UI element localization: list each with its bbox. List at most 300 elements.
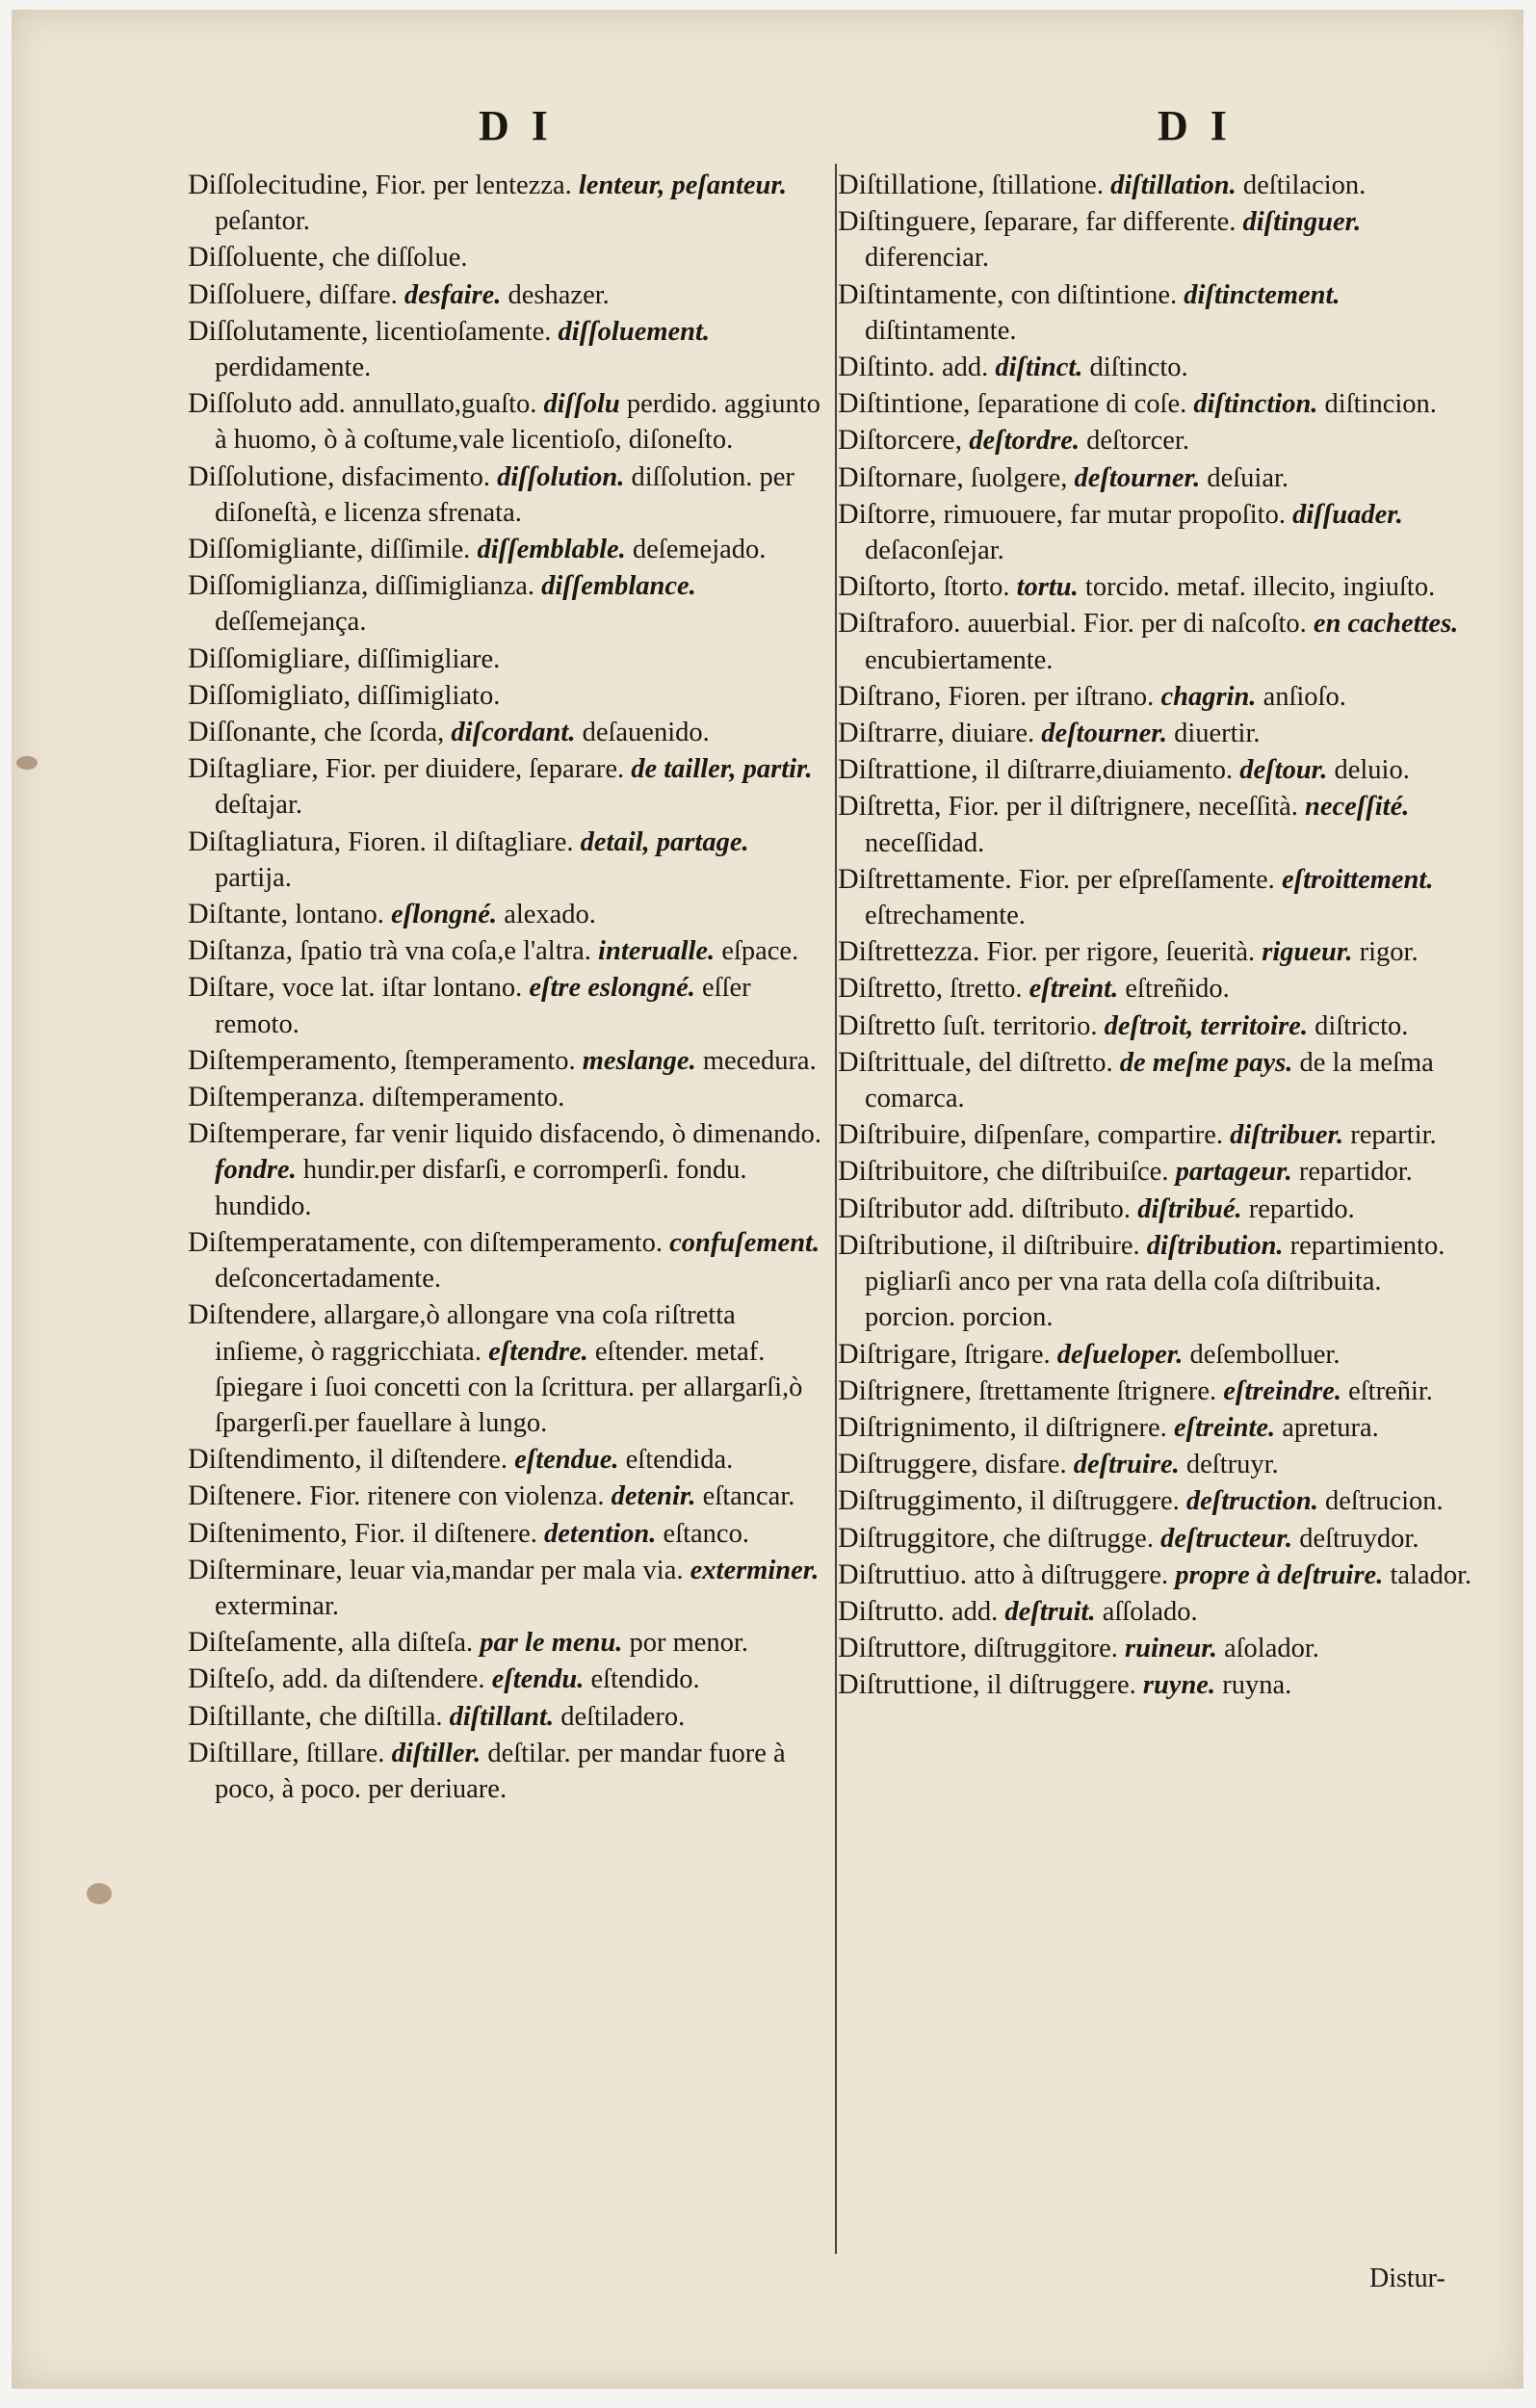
french-gloss: diſtiller. bbox=[391, 1738, 482, 1768]
headword: Diſtrignimento, bbox=[838, 1410, 1017, 1443]
french-gloss: diſtinguer. bbox=[1242, 207, 1362, 238]
dictionary-entry bbox=[188, 824, 828, 896]
french-gloss: eſtreinte. bbox=[1173, 1412, 1276, 1443]
spanish-gloss: eſtreñido. bbox=[1125, 974, 1230, 1005]
dictionary-entry bbox=[838, 496, 1475, 568]
french-gloss: deſtruire. bbox=[1073, 1450, 1180, 1480]
french-gloss: deſtruit. bbox=[1004, 1596, 1096, 1627]
headword: Diſſoluente, bbox=[188, 241, 325, 274]
dictionary-entry bbox=[188, 276, 828, 313]
headword: Diſtendimento, bbox=[188, 1443, 362, 1476]
italian-gloss: ſtrettamente ſtrignere. bbox=[978, 1375, 1217, 1406]
italian-gloss: diſſimiglianza. bbox=[375, 571, 535, 602]
spanish-gloss: hundir.per disfarſi, e corromperſi. fondu. hundido. bbox=[215, 1155, 747, 1221]
dictionary-entry bbox=[838, 1373, 1475, 1409]
dictionary-entry bbox=[838, 1336, 1475, 1373]
dictionary-entry bbox=[188, 531, 828, 567]
right-column bbox=[838, 167, 1475, 1704]
french-gloss: lenteur, peſanteur. bbox=[578, 170, 788, 200]
dictionary-entry bbox=[188, 896, 828, 932]
dictionary-entry bbox=[188, 1296, 828, 1441]
dictionary-entry bbox=[188, 1624, 828, 1661]
french-gloss: ruineur. bbox=[1125, 1634, 1217, 1664]
dictionary-entry bbox=[188, 458, 828, 531]
dictionary-entry bbox=[838, 751, 1475, 788]
spanish-gloss: talador. bbox=[1390, 1559, 1472, 1590]
headword: Diſtrignere, bbox=[838, 1374, 973, 1406]
french-gloss: deſtructeur. bbox=[1160, 1523, 1293, 1554]
dictionary-entry bbox=[838, 678, 1475, 715]
italian-gloss: Fioren. per iſtrano. bbox=[948, 681, 1155, 712]
french-gloss: meslange. bbox=[582, 1045, 696, 1076]
headword: Diſtemperare, bbox=[188, 1117, 348, 1150]
italian-gloss: add. da diſtendere. bbox=[281, 1664, 485, 1695]
italian-gloss: Fior. per rigore, ſeuerità. bbox=[986, 937, 1256, 968]
headword: Diſtrettamente. bbox=[838, 862, 1012, 895]
italian-gloss: leuar via,mandar per mala via. bbox=[349, 1555, 684, 1585]
dictionary-entry bbox=[838, 1153, 1475, 1190]
dictionary-entry bbox=[838, 459, 1475, 496]
dictionary-entry bbox=[188, 167, 828, 239]
french-gloss: detail, partage. bbox=[580, 826, 749, 857]
spanish-gloss: diſtincion. bbox=[1324, 389, 1437, 420]
headword: Diſtillante, bbox=[188, 1699, 313, 1732]
spanish-gloss: deſembolluer. bbox=[1189, 1339, 1341, 1370]
dictionary-entry bbox=[838, 1116, 1475, 1153]
italian-gloss: Fior. per lentezza. bbox=[375, 170, 572, 200]
spanish-gloss: diferenciar. bbox=[865, 243, 989, 274]
french-gloss: deſtordre. bbox=[969, 426, 1080, 457]
italian-gloss: che diſſolue. bbox=[331, 243, 468, 274]
spanish-gloss: eſtreñir. bbox=[1348, 1375, 1433, 1406]
spanish-gloss: repartimiento. pigliarſi anco per vna rata della coſa diſtribuita. porcion. porcion. bbox=[865, 1230, 1445, 1333]
headword: Diſtruggitore, bbox=[838, 1521, 997, 1554]
ink-stain bbox=[87, 1883, 112, 1904]
spanish-gloss: rigor. bbox=[1359, 937, 1419, 968]
dictionary-entry bbox=[188, 641, 828, 677]
spanish-gloss: diuertir. bbox=[1174, 719, 1261, 749]
spanish-gloss: ruyna. bbox=[1222, 1670, 1292, 1701]
spanish-gloss: diſtintamente. bbox=[865, 315, 1017, 346]
headword: Diſtorto, bbox=[838, 570, 937, 603]
italian-gloss: auuerbial. Fior. per di naſcoſto. bbox=[967, 609, 1307, 640]
italian-gloss: ſtrigare. bbox=[964, 1339, 1051, 1370]
headword: Diſtare, bbox=[188, 971, 275, 1004]
italian-gloss: Fior. per diuidere, ſeparare. bbox=[325, 754, 625, 785]
italian-gloss: diſſimigliato. bbox=[357, 680, 501, 711]
headword: Diſtributor bbox=[838, 1191, 962, 1224]
headword: Diſtagliatura, bbox=[188, 824, 342, 857]
spanish-gloss: deſtilacion. bbox=[1242, 170, 1367, 200]
french-gloss: diſtribué. bbox=[1137, 1193, 1242, 1224]
italian-gloss: il diſtruggere. bbox=[986, 1670, 1136, 1701]
spanish-gloss: encubiertamente. bbox=[865, 644, 1054, 675]
dictionary-entry bbox=[838, 1409, 1475, 1446]
french-gloss: en cachettes. bbox=[1313, 609, 1459, 640]
italian-gloss: licentioſamente. bbox=[375, 316, 552, 347]
dictionary-entry bbox=[188, 1042, 828, 1079]
dictionary-entry bbox=[188, 969, 828, 1041]
dictionary-entry bbox=[188, 1552, 828, 1624]
italian-gloss: che diſtrugge. bbox=[1002, 1523, 1154, 1554]
headword: Diſterminare, bbox=[188, 1553, 343, 1585]
spanish-gloss: perdidamente. bbox=[215, 353, 372, 383]
italian-gloss: diſſimile. bbox=[370, 535, 471, 565]
french-gloss: deſtour. bbox=[1239, 755, 1328, 786]
french-gloss: deſtruction. bbox=[1185, 1486, 1318, 1517]
spanish-gloss: deſtrucion. bbox=[1324, 1486, 1444, 1517]
spanish-gloss: eſpace. bbox=[721, 936, 799, 967]
italian-gloss: ſeparatione di coſe. bbox=[976, 389, 1187, 420]
headword: Diſtorre, bbox=[838, 497, 937, 530]
dictionary-entry bbox=[838, 861, 1475, 933]
italian-gloss: add. bbox=[941, 353, 989, 383]
spanish-gloss: deſtilar. per mandar fuore à poco, à poco. per deriuare. bbox=[215, 1738, 786, 1804]
spanish-gloss: deſtruydor. bbox=[1299, 1523, 1419, 1554]
spanish-gloss: por menor. bbox=[629, 1628, 748, 1659]
italian-gloss: ſuſt. territorio. bbox=[942, 1010, 1098, 1041]
italian-gloss: con diſtintione. bbox=[1010, 279, 1178, 310]
french-gloss: diſſolu bbox=[543, 389, 620, 420]
spanish-gloss: aſolador. bbox=[1223, 1634, 1319, 1664]
italian-gloss: diſfare. bbox=[319, 279, 398, 310]
dictionary-entry bbox=[838, 1227, 1475, 1336]
french-gloss: deſtroit, territoire. bbox=[1104, 1010, 1308, 1041]
dictionary-entry bbox=[838, 203, 1475, 275]
headword: Diſtribuire, bbox=[838, 1118, 968, 1151]
italian-gloss: ſtillatione. bbox=[991, 170, 1104, 200]
running-head-right: D I bbox=[1158, 102, 1233, 149]
french-gloss: de tailler, partir. bbox=[631, 754, 813, 785]
french-gloss: diſſoluement. bbox=[558, 316, 711, 347]
ink-stain bbox=[16, 756, 38, 770]
french-gloss: fondre. bbox=[215, 1155, 297, 1186]
headword: Diſtendere, bbox=[188, 1298, 318, 1331]
italian-gloss: alla diſteſa. bbox=[351, 1628, 474, 1659]
headword: Diſtintamente, bbox=[838, 277, 1004, 310]
italian-gloss: il diſtrignere. bbox=[1023, 1412, 1167, 1443]
french-gloss: diſtinct. bbox=[995, 353, 1083, 383]
dictionary-entry bbox=[188, 567, 828, 640]
headword: Diſtrano, bbox=[838, 679, 942, 712]
dictionary-entry bbox=[838, 605, 1475, 677]
french-gloss: confuſement. bbox=[669, 1227, 820, 1258]
headword: Diſtruttiuo. bbox=[838, 1557, 968, 1590]
headword: Diſtrattione, bbox=[838, 753, 978, 786]
italian-gloss: rimuouere, far mutar propoſito. bbox=[943, 499, 1286, 530]
italian-gloss: diſtemperamento. bbox=[372, 1083, 565, 1113]
dictionary-entry bbox=[838, 1008, 1475, 1044]
spanish-gloss: exterminar. bbox=[215, 1590, 339, 1621]
french-gloss: chagrin. bbox=[1160, 681, 1257, 712]
dictionary-entry bbox=[838, 568, 1475, 605]
italian-gloss: diuiare. bbox=[950, 719, 1035, 749]
french-gloss: eſtroittement. bbox=[1281, 864, 1434, 895]
spanish-gloss: deſaconſejar. bbox=[865, 536, 1004, 566]
italian-gloss: ſtretto. bbox=[950, 974, 1023, 1005]
spanish-gloss: diſſolution. per diſoneſtà, e licenza sfrenata. bbox=[215, 461, 794, 528]
dictionary-entry bbox=[838, 1191, 1475, 1227]
spanish-gloss: torcido. metaf. illecito, ingiuſto. bbox=[1084, 572, 1436, 603]
dictionary-entry bbox=[188, 1661, 828, 1697]
french-gloss: rigueur. bbox=[1262, 937, 1353, 968]
headword: Diſtruttione, bbox=[838, 1668, 980, 1701]
spanish-gloss: alexado. bbox=[504, 900, 596, 930]
headword: Diſſoluere, bbox=[188, 277, 313, 310]
spanish-gloss: deſuiar. bbox=[1207, 462, 1289, 493]
french-gloss: eſtendue. bbox=[514, 1445, 619, 1476]
dictionary-entry bbox=[838, 1666, 1475, 1703]
spanish-gloss: partija. bbox=[215, 862, 292, 893]
italian-gloss: allargare,ò allongare vna coſa riſtretta inſieme, ò raggricchiata. bbox=[215, 1300, 736, 1367]
spanish-gloss: deſtorcer. bbox=[1086, 426, 1189, 457]
french-gloss: par le menu. bbox=[480, 1628, 623, 1659]
spanish-gloss: de la meſma comarca. bbox=[865, 1047, 1434, 1114]
spanish-gloss: deſauenido. bbox=[582, 718, 710, 748]
dictionary-entry bbox=[188, 932, 828, 969]
headword: Diſtrutto. bbox=[838, 1594, 945, 1627]
headword: Diſtintione, bbox=[838, 387, 971, 420]
italian-gloss: far venir liquido disfacendo, ò dimenando. bbox=[353, 1119, 822, 1150]
headword: Diſtretta, bbox=[838, 790, 942, 823]
french-gloss: diſcordant. bbox=[451, 718, 576, 748]
headword: Diſtruttore, bbox=[838, 1632, 968, 1664]
spanish-gloss: deſconcertadamente. bbox=[215, 1264, 441, 1295]
headword: Diſtemperatamente, bbox=[188, 1225, 417, 1258]
spanish-gloss: eſtancar. bbox=[702, 1481, 795, 1512]
headword: Diſtretto bbox=[838, 1008, 936, 1041]
spanish-gloss: neceſſidad. bbox=[865, 827, 985, 858]
column-rule bbox=[835, 164, 837, 2254]
french-gloss: eſlongné. bbox=[391, 900, 498, 930]
dictionary-page bbox=[12, 10, 1523, 2389]
spanish-gloss: apretura. bbox=[1282, 1412, 1379, 1443]
french-gloss: diſtribution. bbox=[1146, 1230, 1284, 1261]
dictionary-entry bbox=[838, 933, 1475, 970]
headword: Diſtante, bbox=[188, 898, 289, 930]
headword: Diſtrittuale, bbox=[838, 1045, 973, 1078]
italian-gloss: ſtillare. bbox=[305, 1738, 385, 1768]
italian-gloss: che diſtilla. bbox=[319, 1701, 443, 1732]
headword: Diſtinguere, bbox=[838, 205, 977, 238]
headword: Diſtretto, bbox=[838, 972, 944, 1005]
italian-gloss: che ſcorda, bbox=[324, 718, 445, 748]
french-gloss: neceſſité. bbox=[1304, 792, 1410, 823]
italian-gloss: ſtorto. bbox=[943, 572, 1010, 603]
headword: Diſtemperamento, bbox=[188, 1043, 398, 1076]
spanish-gloss: perdido. aggiunto à huomo, ò à coſtume,vale licentioſo, diſoneſto. bbox=[215, 389, 820, 456]
headword: Diſſomigliato, bbox=[188, 678, 351, 711]
italian-gloss: Fioren. il diſtagliare. bbox=[348, 826, 574, 857]
dictionary-entry bbox=[838, 715, 1475, 751]
french-gloss: diſtribuer. bbox=[1230, 1120, 1344, 1151]
headword: Diſtillatione, bbox=[838, 169, 985, 200]
french-gloss: eſtendre. bbox=[488, 1336, 588, 1367]
italian-gloss: atto à diſtruggere. bbox=[974, 1559, 1169, 1590]
headword: Diſtenere. bbox=[188, 1479, 303, 1512]
french-gloss: ruyne. bbox=[1142, 1670, 1216, 1701]
italian-gloss: Fior. per eſpreſſamente. bbox=[1018, 864, 1275, 895]
italian-gloss: ſtemperamento. bbox=[404, 1045, 576, 1076]
italian-gloss: Fior. il diſtenere. bbox=[353, 1518, 537, 1549]
french-gloss: desfaire. bbox=[404, 279, 502, 310]
dictionary-entry bbox=[188, 1224, 828, 1296]
dictionary-entry bbox=[838, 1482, 1475, 1519]
headword: Diſtagliare, bbox=[188, 752, 319, 785]
french-gloss: eſtre eslongné. bbox=[529, 973, 695, 1004]
italian-gloss: voce lat. iſtar lontano. bbox=[281, 973, 523, 1004]
italian-gloss: Fior. per il diſtrignere, neceſſità. bbox=[948, 792, 1298, 823]
headword: Diſſolutamente, bbox=[188, 314, 369, 347]
dictionary-entry bbox=[188, 313, 828, 385]
italian-gloss: diſpenſare, compartire. bbox=[974, 1120, 1224, 1151]
spanish-gloss: deshazer. bbox=[508, 279, 610, 310]
french-gloss: detenir. bbox=[611, 1481, 696, 1512]
headword: Diſtruggimento, bbox=[838, 1484, 1024, 1517]
italian-gloss: il diſtribuire. bbox=[1001, 1230, 1140, 1261]
italian-gloss: che diſtribuiſce. bbox=[996, 1157, 1169, 1188]
french-gloss: diſſolution. bbox=[497, 461, 625, 492]
headword: Diſtenimento, bbox=[188, 1516, 348, 1549]
italian-gloss: disfacimento. bbox=[341, 461, 490, 492]
dictionary-entry bbox=[838, 349, 1475, 385]
french-gloss: de meſme pays. bbox=[1119, 1047, 1293, 1078]
french-gloss: partageur. bbox=[1175, 1157, 1292, 1188]
dictionary-entry bbox=[838, 1593, 1475, 1630]
french-gloss: detention. bbox=[544, 1518, 657, 1549]
french-gloss: diſtinctement. bbox=[1184, 279, 1341, 310]
dictionary-entry bbox=[188, 750, 828, 823]
dictionary-entry bbox=[838, 422, 1475, 458]
dictionary-entry bbox=[838, 1630, 1475, 1666]
headword: Diſſomiglianza, bbox=[188, 569, 369, 602]
left-column bbox=[188, 167, 828, 1807]
french-gloss: diſtillant. bbox=[449, 1701, 555, 1732]
french-gloss: diſſemblance. bbox=[541, 571, 696, 602]
french-gloss: eſtreindre. bbox=[1223, 1375, 1341, 1406]
spanish-gloss: diſtricto. bbox=[1315, 1010, 1409, 1041]
headword: Diſtruggere, bbox=[838, 1448, 978, 1480]
headword: Diſtrigare, bbox=[838, 1337, 958, 1370]
french-gloss: deſueloper. bbox=[1056, 1339, 1184, 1370]
dictionary-entry bbox=[188, 1079, 828, 1115]
spanish-gloss: deſemejado. bbox=[632, 535, 767, 565]
spanish-gloss: eſtanco. bbox=[663, 1518, 749, 1549]
italian-gloss: lontano. bbox=[295, 900, 384, 930]
dictionary-entry bbox=[188, 239, 828, 275]
dictionary-entry bbox=[188, 1698, 828, 1735]
italian-gloss: Fior. ritenere con violenza. bbox=[309, 1481, 605, 1512]
headword: Diſtributione, bbox=[838, 1228, 995, 1261]
french-gloss: diſtinction. bbox=[1193, 389, 1318, 420]
dictionary-entry bbox=[838, 1446, 1475, 1482]
dictionary-entry bbox=[188, 1115, 828, 1224]
headword: Diſtribuitore, bbox=[838, 1155, 990, 1188]
spanish-gloss: mecedura. bbox=[702, 1045, 817, 1076]
french-gloss: diſſemblable. bbox=[477, 535, 626, 565]
dictionary-entry bbox=[188, 1515, 828, 1552]
dictionary-entry bbox=[188, 385, 828, 458]
italian-gloss: disfare. bbox=[984, 1450, 1067, 1480]
spanish-gloss: repartido. bbox=[1248, 1193, 1355, 1224]
dictionary-entry bbox=[838, 276, 1475, 349]
french-gloss: deſtourner. bbox=[1041, 719, 1167, 749]
headword: Diſſomigliante, bbox=[188, 533, 364, 565]
french-gloss: propre à deſtruire. bbox=[1175, 1559, 1384, 1590]
spanish-gloss: eſtender. metaf. ſpiegare i ſuoi concetti con la ſcrittura. per allargarſi,ò ſpargerſi.per fauellare à lungo. bbox=[215, 1336, 803, 1438]
headword: Diſtanza, bbox=[188, 934, 294, 967]
dictionary-entry bbox=[188, 714, 828, 750]
headword: Diſſolutione, bbox=[188, 459, 335, 492]
headword: Diſſomigliare, bbox=[188, 641, 351, 674]
headword: Diſtillare, bbox=[188, 1736, 299, 1768]
french-gloss: tortu. bbox=[1016, 572, 1079, 603]
dictionary-entry bbox=[188, 677, 828, 714]
spanish-gloss: deſtruyr. bbox=[1185, 1450, 1279, 1480]
headword: Diſteſamente, bbox=[188, 1626, 345, 1659]
dictionary-entry bbox=[838, 788, 1475, 860]
italian-gloss: ſuolgere, bbox=[970, 462, 1068, 493]
italian-gloss: con diſtemperamento. bbox=[423, 1227, 664, 1258]
spanish-gloss: peſantor. bbox=[215, 206, 310, 237]
italian-gloss: diſſimigliare. bbox=[357, 643, 501, 674]
dictionary-entry bbox=[838, 1044, 1475, 1116]
headword: Diſtraforo. bbox=[838, 607, 961, 640]
dictionary-entry bbox=[838, 1557, 1475, 1593]
headword: Diſtinto. bbox=[838, 351, 935, 383]
spanish-gloss: eſſer remoto. bbox=[215, 973, 751, 1039]
italian-gloss: il diſtendere. bbox=[368, 1445, 508, 1476]
spanish-gloss: repartir. bbox=[1350, 1120, 1437, 1151]
catchword: Distur- bbox=[1369, 2264, 1445, 2293]
spanish-gloss: deſſemejança. bbox=[215, 607, 367, 638]
spanish-gloss: repartidor. bbox=[1298, 1157, 1413, 1188]
spanish-gloss: aſſolado. bbox=[1102, 1596, 1198, 1627]
spanish-gloss: anſioſo. bbox=[1263, 681, 1346, 712]
headword: Diſſolecitudine, bbox=[188, 169, 369, 200]
headword: Diſtrarre, bbox=[838, 717, 945, 749]
french-gloss: diſſuader. bbox=[1292, 499, 1403, 530]
headword: Diſtemperanza. bbox=[188, 1081, 366, 1113]
french-gloss: diſtillation. bbox=[1110, 170, 1237, 200]
headword: Diſſonante, bbox=[188, 716, 318, 748]
italian-gloss: ſeparare, far differente. bbox=[983, 207, 1237, 238]
headword: Diſteſo, bbox=[188, 1662, 275, 1695]
spanish-gloss: deſtiladero. bbox=[560, 1701, 686, 1732]
headword: Diſtornare, bbox=[838, 460, 964, 493]
spanish-gloss: eſtrechamente. bbox=[865, 901, 1026, 931]
french-gloss: eſtreint. bbox=[1028, 974, 1119, 1005]
italian-gloss: il diſtruggere. bbox=[1029, 1486, 1180, 1517]
dictionary-entry bbox=[188, 1735, 828, 1807]
french-gloss: interualle. bbox=[598, 936, 716, 967]
french-gloss: deſtourner. bbox=[1074, 462, 1201, 493]
dictionary-entry bbox=[188, 1441, 828, 1478]
italian-gloss: add. bbox=[950, 1596, 999, 1627]
italian-gloss: ſpatio trà vna coſa,e l'altra. bbox=[299, 936, 591, 967]
dictionary-entry bbox=[838, 385, 1475, 422]
spanish-gloss: eſtendido. bbox=[590, 1664, 700, 1695]
headword: Diſtorcere, bbox=[838, 424, 963, 457]
headword: Diſtrettezza. bbox=[838, 935, 980, 968]
italian-gloss: del diſtretto. bbox=[978, 1047, 1113, 1078]
spanish-gloss: eſtendida. bbox=[625, 1445, 734, 1476]
headword: Diſſoluto bbox=[188, 387, 293, 420]
italian-gloss: add. diſtributo. bbox=[968, 1193, 1132, 1224]
spanish-gloss: diſtincto. bbox=[1089, 353, 1188, 383]
spanish-gloss: deluio. bbox=[1334, 755, 1410, 786]
italian-gloss: il diſtrarre,diuiamento. bbox=[984, 755, 1234, 786]
